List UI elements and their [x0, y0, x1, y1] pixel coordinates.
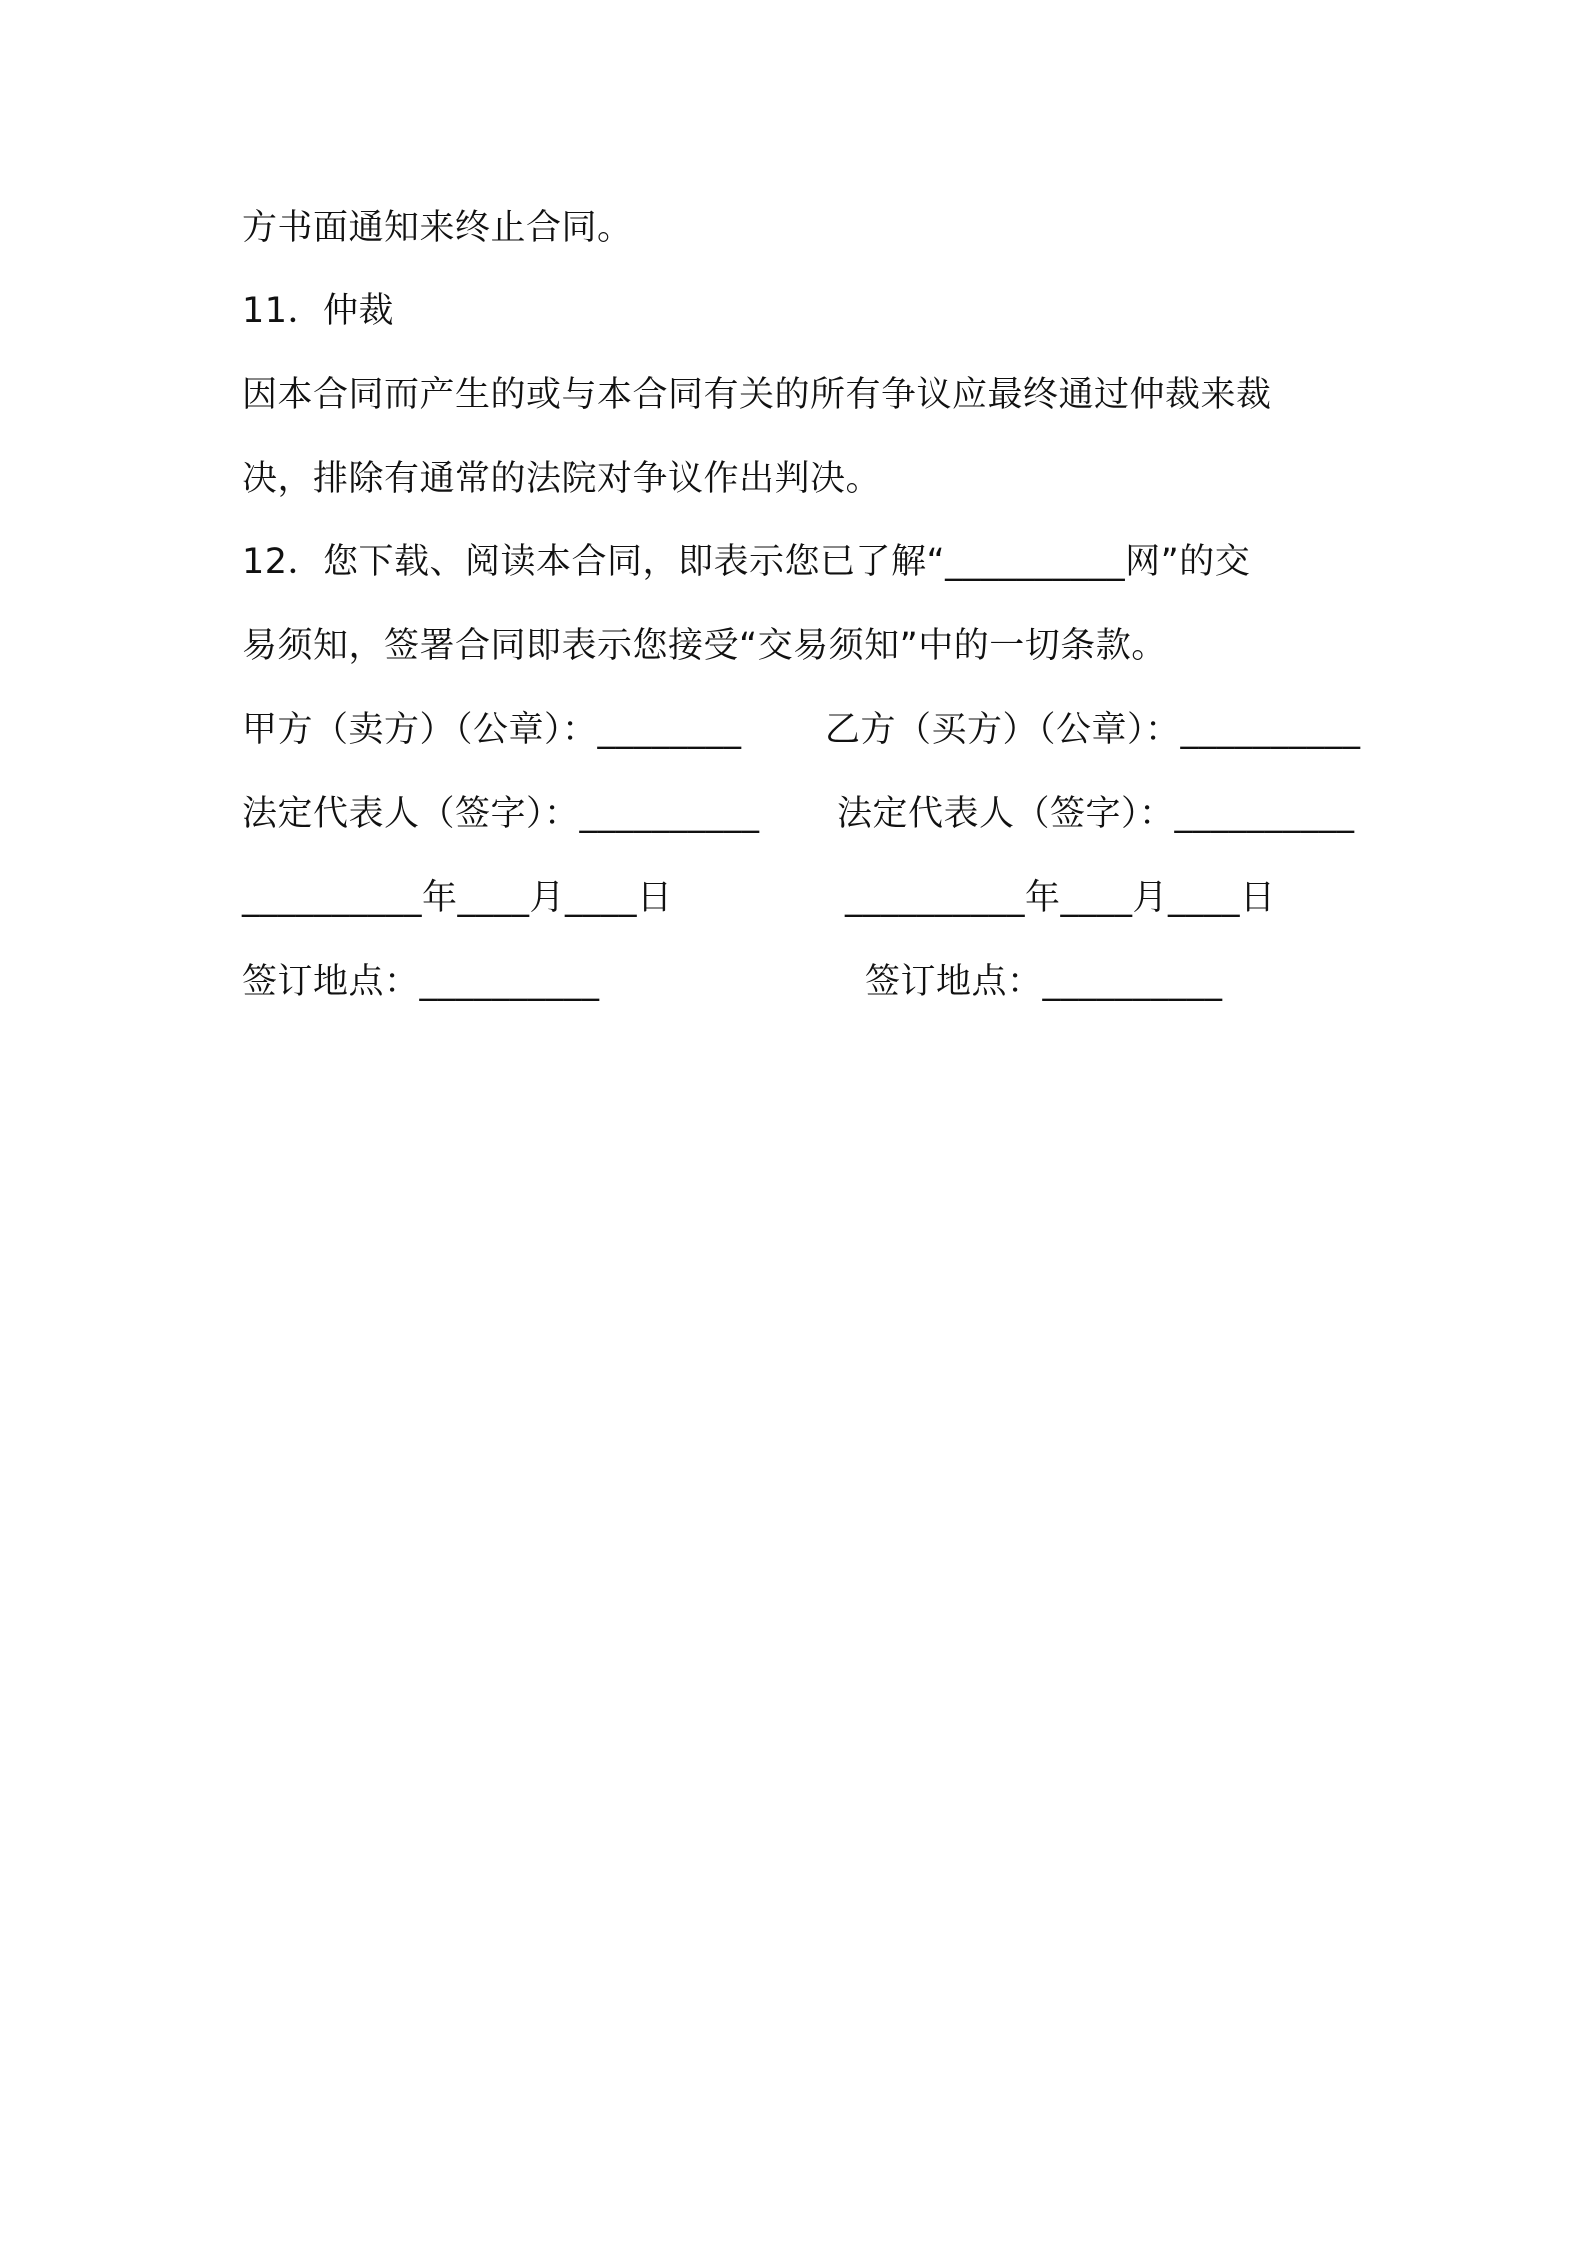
party-a-representative-field: 法定代表人（签字）：__________ [242, 794, 760, 834]
paragraph-12-line-1: 12．您下载、阅读本合同，即表示您已了解“__________网”的交 [242, 542, 1251, 582]
paragraph-arbitration-2: 决，排除有通常的法院对争议作出判决。 [242, 459, 882, 499]
section-11-heading: 11．仲裁 [242, 291, 395, 331]
party-b-seal-field: 乙方（买方）（公章）：__________ [825, 710, 1361, 750]
paragraph-12-line-2: 易须知，签署合同即表示您接受“交易须知”中的一切条款。 [242, 626, 1167, 666]
party-a-place-field: 签订地点：__________ [242, 962, 600, 1002]
paragraph-termination-end: 方书面通知来终止合同。 [242, 208, 633, 248]
party-a-seal-field: 甲方（卖方）（公章）：________ [242, 710, 742, 750]
paragraph-arbitration-1: 因本合同而产生的或与本合同有关的所有争议应最终通过仲裁来裁 [242, 375, 1272, 415]
party-b-date-field: __________年____月____日 [845, 878, 1276, 918]
party-b-representative-field: 法定代表人（签字）：__________ [837, 794, 1355, 834]
party-b-place-field: 签订地点：__________ [865, 962, 1223, 1002]
party-a-date-field: __________年____月____日 [242, 878, 673, 918]
